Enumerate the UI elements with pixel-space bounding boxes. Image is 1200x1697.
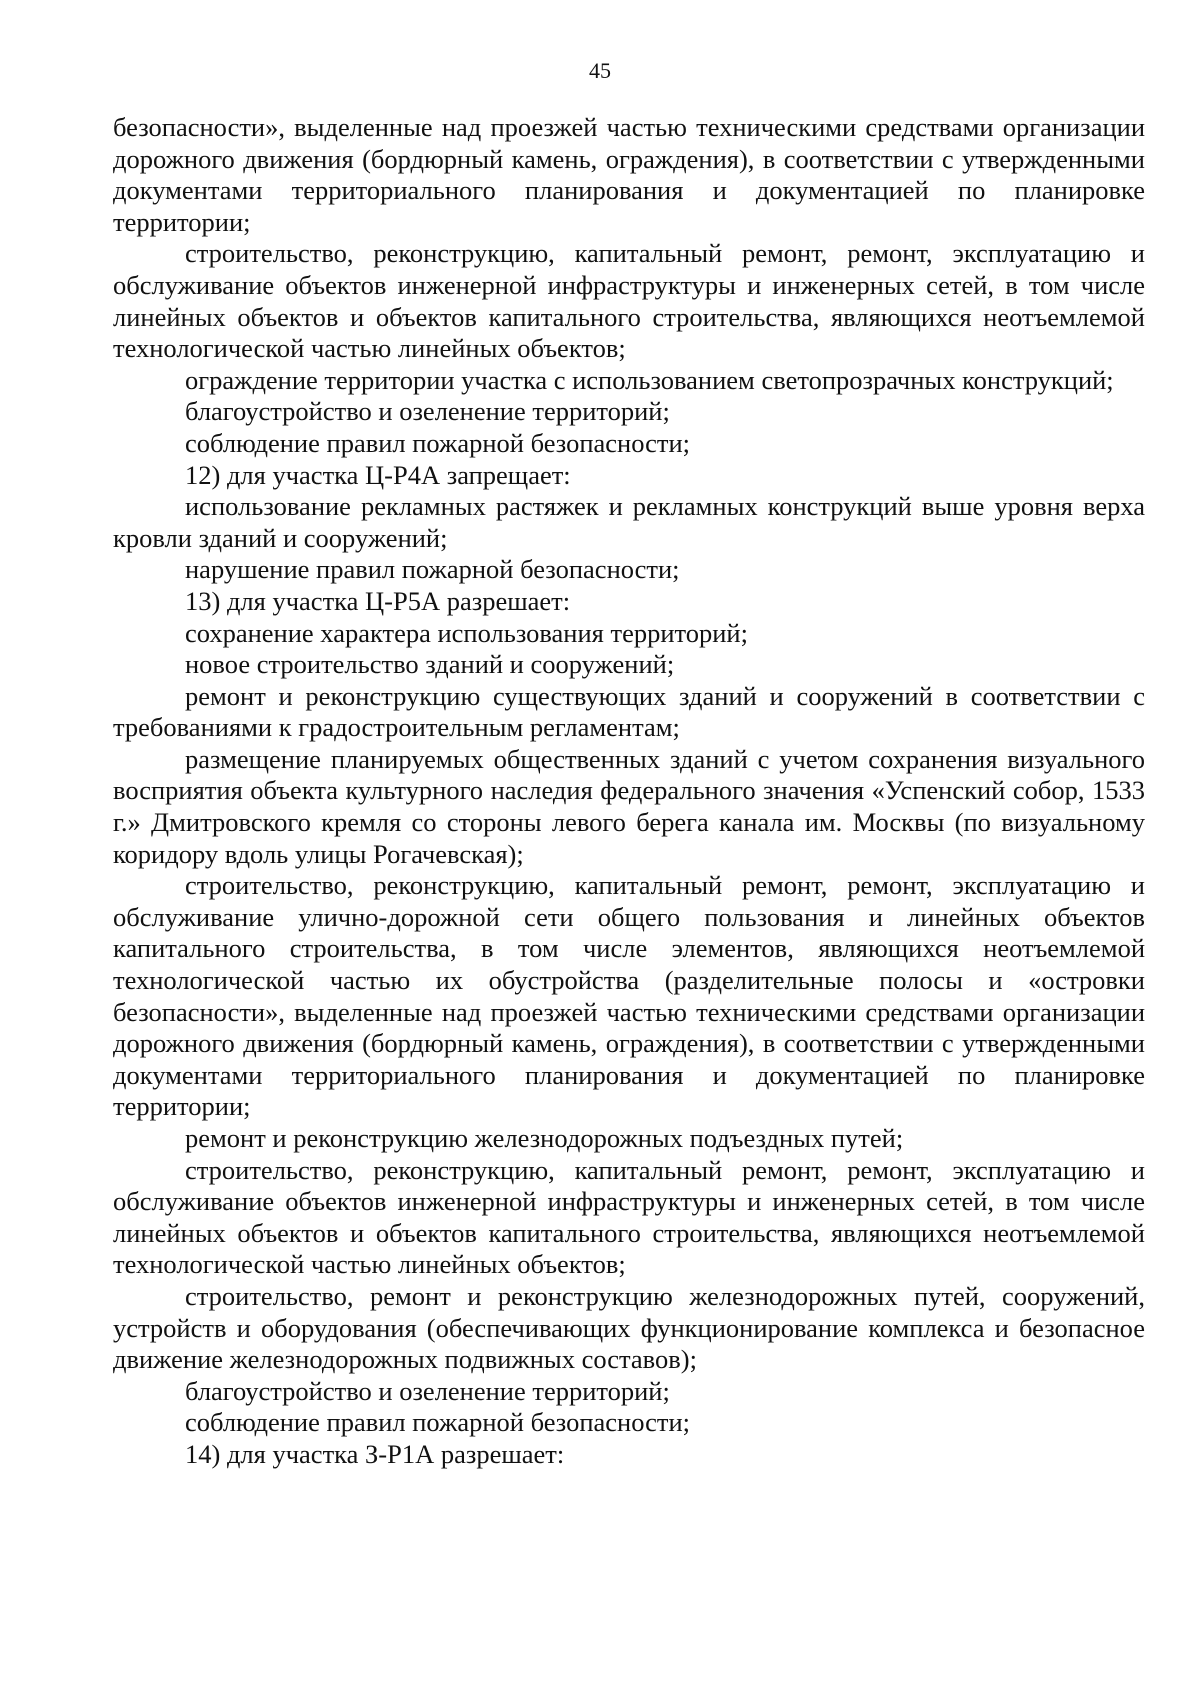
- paragraph: благоустройство и озеленение территорий;: [185, 1375, 670, 1406]
- document-body: [113, 112, 1145, 1471]
- page-number: 45: [589, 58, 611, 83]
- paragraph: новое строительство зданий и сооружений;: [185, 649, 675, 680]
- paragraph: нарушение правил пожарной безопасности;: [185, 554, 680, 585]
- paragraph: сохранение характера использования территорий;: [185, 617, 748, 648]
- paragraph: соблюдение правил пожарной безопасности;: [185, 427, 691, 458]
- paragraph: строительство, ремонт и реконструкцию железнодорожных путей, сооружений, устройств и оборудования (обеспечивающих функционирование комплекса и безопасное движение железнодорожных подвижных составов);: [113, 1280, 1145, 1375]
- paragraph: благоустройство и озеленение территорий;: [185, 396, 670, 427]
- paragraph: соблюдение правил пожарной безопасности;: [185, 1407, 691, 1438]
- section-heading: 13) для участка Ц-Р5А разрешает:: [185, 585, 571, 616]
- section-heading: 14) для участка З-Р1А разрешает:: [185, 1438, 565, 1469]
- section-heading: 12) для участка Ц-Р4А запрещает:: [185, 459, 571, 490]
- paragraph: строительство, реконструкцию, капитальный ремонт, ремонт, эксплуатацию и обслуживание объектов инженерной инфраструктуры и инженерных сетей, в том числе линейных объектов и объектов капитального строительства, являющихся неотъемлемой технологической частью линейных объектов;: [113, 238, 1145, 364]
- paragraph: безопасности», выделенные над проезжей частью техническими средствами организации дорожного движения (бордюрный камень, ограждения), в соответствии с утвержденными документами территориального планирования и документацией по планировке территории;: [113, 112, 1145, 237]
- paragraph: строительство, реконструкцию, капитальный ремонт, ремонт, эксплуатацию и обслуживание улично-дорожной сети общего пользования и линейных объектов капитального строительства, в том числе элементов, являющихся неотъемлемой технологической частью их обустройства (разделительные полосы и «островки безопасности», выделенные над проезжей частью техническими средствами организации дорожного движения (бордюрный камень, ограждения), в соответствии с утвержденными документами территориального планирования и документацией по планировке территории;: [113, 870, 1145, 1122]
- paragraph: использование рекламных растяжек и рекламных конструкций выше уровня верха кровли зданий и сооружений;: [113, 491, 1145, 553]
- paragraph: ограждение территории участка с использованием светопрозрачных конструкций;: [185, 364, 1114, 395]
- paragraph: строительство, реконструкцию, капитальный ремонт, ремонт, эксплуатацию и обслуживание объектов инженерной инфраструктуры и инженерных сетей, в том числе линейных объектов и объектов капитального строительства, являющихся неотъемлемой технологической частью линейных объектов;: [113, 1154, 1145, 1280]
- paragraph: ремонт и реконструкцию существующих зданий и сооружений в соответствии с требованиями к градостроительным регламентам;: [113, 680, 1145, 743]
- paragraph: ремонт и реконструкцию железнодорожных подъездных путей;: [185, 1123, 904, 1153]
- paragraph: размещение планируемых общественных зданий с учетом сохранения визуального восприятия объекта культурного наследия федерального значения «Успенский собор, 1533 г.» Дмитровского кремля со стороны левого берега канала им. Москвы (по визуальному коридору вдоль улицы Рогачевская);: [113, 743, 1145, 869]
